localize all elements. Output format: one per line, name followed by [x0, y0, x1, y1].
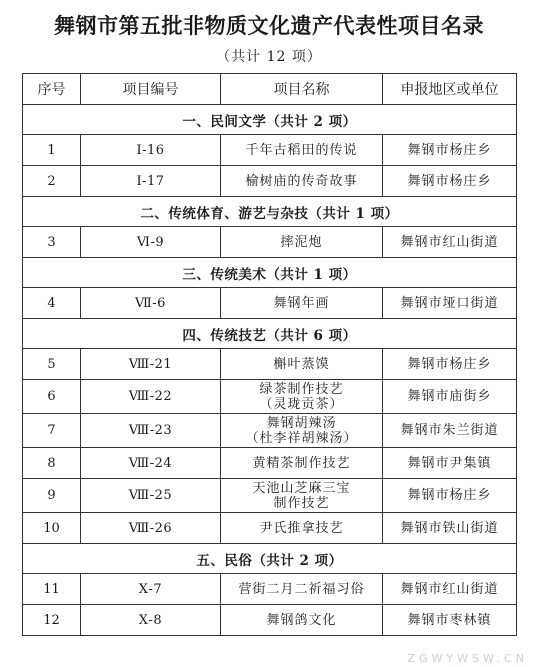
cell-seq: 10 [23, 513, 81, 544]
project-name: 舞钢胡辣汤 [266, 415, 337, 431]
cell-name [221, 479, 383, 513]
cell-unit: 舞钢市枣林镇 [383, 605, 517, 636]
table-row [23, 513, 517, 544]
cell-name [221, 288, 383, 319]
cell-seq: 4 [23, 288, 81, 319]
project-name: 榆树庙的传奇故事 [245, 173, 358, 189]
cell-name [221, 135, 383, 166]
cell-code: Ⅹ-8 [81, 605, 221, 636]
cell-unit: 舞钢市杨庄乡 [383, 349, 517, 380]
cell-unit: 舞钢市庙街乡 [383, 380, 517, 414]
project-name-line2: 制作技艺 [273, 495, 330, 511]
cell-name [221, 166, 383, 197]
table-row [23, 380, 517, 414]
section-heading-row [23, 105, 517, 135]
table-row [23, 227, 517, 258]
document-title: 舞钢市第五批非物质文化遗产代表性项目名录 [54, 13, 484, 38]
cell-code: Ⅷ-23 [81, 414, 221, 448]
table-row [23, 135, 517, 166]
cell-seq: 9 [23, 479, 81, 513]
project-name: 槲叶蒸馍 [273, 356, 330, 372]
cell-seq: 12 [23, 605, 81, 636]
table-row [23, 288, 517, 319]
project-name: 舞钢年画 [273, 295, 330, 311]
cell-code: Ⅷ-22 [81, 380, 221, 414]
project-name: 绿茶制作技艺 [259, 381, 344, 397]
table-row [23, 448, 517, 479]
section-heading-row [23, 197, 517, 227]
cell-unit: 舞钢市杨庄乡 [383, 135, 517, 166]
table-body [23, 105, 517, 636]
cell-code: Ⅷ-24 [81, 448, 221, 479]
project-name: 黄精茶制作技艺 [252, 455, 351, 471]
table-header-row [23, 74, 517, 105]
section-heading: 四、传统技艺（共计 6 项） [23, 319, 517, 349]
table-row [23, 479, 517, 513]
header-unit: 申报地区或单位 [383, 74, 517, 105]
cell-code: Ⅹ-7 [81, 574, 221, 605]
cell-name [221, 513, 383, 544]
header-code: 项目编号 [81, 74, 221, 105]
project-name-line2: （杜李祥胡辣汤） [245, 430, 358, 446]
table-row [23, 166, 517, 197]
cell-seq: 6 [23, 380, 81, 414]
project-name: 舞钢鸽文化 [266, 612, 337, 628]
cell-name [221, 380, 383, 414]
section-heading: 一、民间文学（共计 2 项） [23, 105, 517, 135]
cell-seq: 7 [23, 414, 81, 448]
document-subtitle: （共计 12 项） [216, 49, 322, 65]
header-name: 项目名称 [221, 74, 383, 105]
cell-name [221, 414, 383, 448]
cell-name [221, 349, 383, 380]
cell-name [221, 574, 383, 605]
project-name: 摔泥炮 [280, 234, 323, 250]
project-name: 千年古稻田的传说 [245, 142, 358, 158]
cell-unit: 舞钢市红山街道 [383, 227, 517, 258]
section-heading: 三、传统美术（共计 1 项） [23, 258, 517, 288]
cell-unit: 舞钢市杨庄乡 [383, 166, 517, 197]
section-heading-row [23, 319, 517, 349]
cell-seq: 2 [23, 166, 81, 197]
cell-unit: 舞钢市杨庄乡 [383, 479, 517, 513]
cell-seq: 11 [23, 574, 81, 605]
heritage-register-table [22, 73, 517, 636]
cell-seq: 3 [23, 227, 81, 258]
cell-name [221, 448, 383, 479]
cell-code: Ⅶ-6 [81, 288, 221, 319]
watermark: ZGWYWSW.CN [407, 652, 528, 665]
cell-code: Ⅷ-25 [81, 479, 221, 513]
cell-seq: 1 [23, 135, 81, 166]
section-heading: 二、传统体育、游艺与杂技（共计 1 项） [23, 197, 517, 227]
cell-name [221, 227, 383, 258]
cell-code: Ⅵ-9 [81, 227, 221, 258]
cell-unit: 舞钢市朱兰街道 [383, 414, 517, 448]
cell-code: Ⅷ-26 [81, 513, 221, 544]
cell-unit: 舞钢市尹集镇 [383, 448, 517, 479]
cell-unit: 舞钢市铁山街道 [383, 513, 517, 544]
cell-unit: 舞钢市红山街道 [383, 574, 517, 605]
table-row [23, 574, 517, 605]
table-row [23, 414, 517, 448]
cell-code: Ⅷ-21 [81, 349, 221, 380]
cell-seq: 8 [23, 448, 81, 479]
header-seq: 序号 [23, 74, 81, 105]
project-name: 营街二月二祈福习俗 [238, 581, 365, 597]
project-name: 天池山芝麻三宝 [252, 480, 351, 496]
project-name: 尹氏推拿技艺 [259, 520, 344, 536]
cell-code: Ⅰ-17 [81, 166, 221, 197]
project-name-line2: （灵珑贡茶） [259, 396, 344, 412]
section-heading-row [23, 544, 517, 574]
cell-code: Ⅰ-16 [81, 135, 221, 166]
cell-name [221, 605, 383, 636]
section-heading-row [23, 258, 517, 288]
cell-seq: 5 [23, 349, 81, 380]
cell-unit: 舞钢市垭口街道 [383, 288, 517, 319]
table-row [23, 349, 517, 380]
section-heading: 五、民俗（共计 2 项） [23, 544, 517, 574]
table-row [23, 605, 517, 636]
